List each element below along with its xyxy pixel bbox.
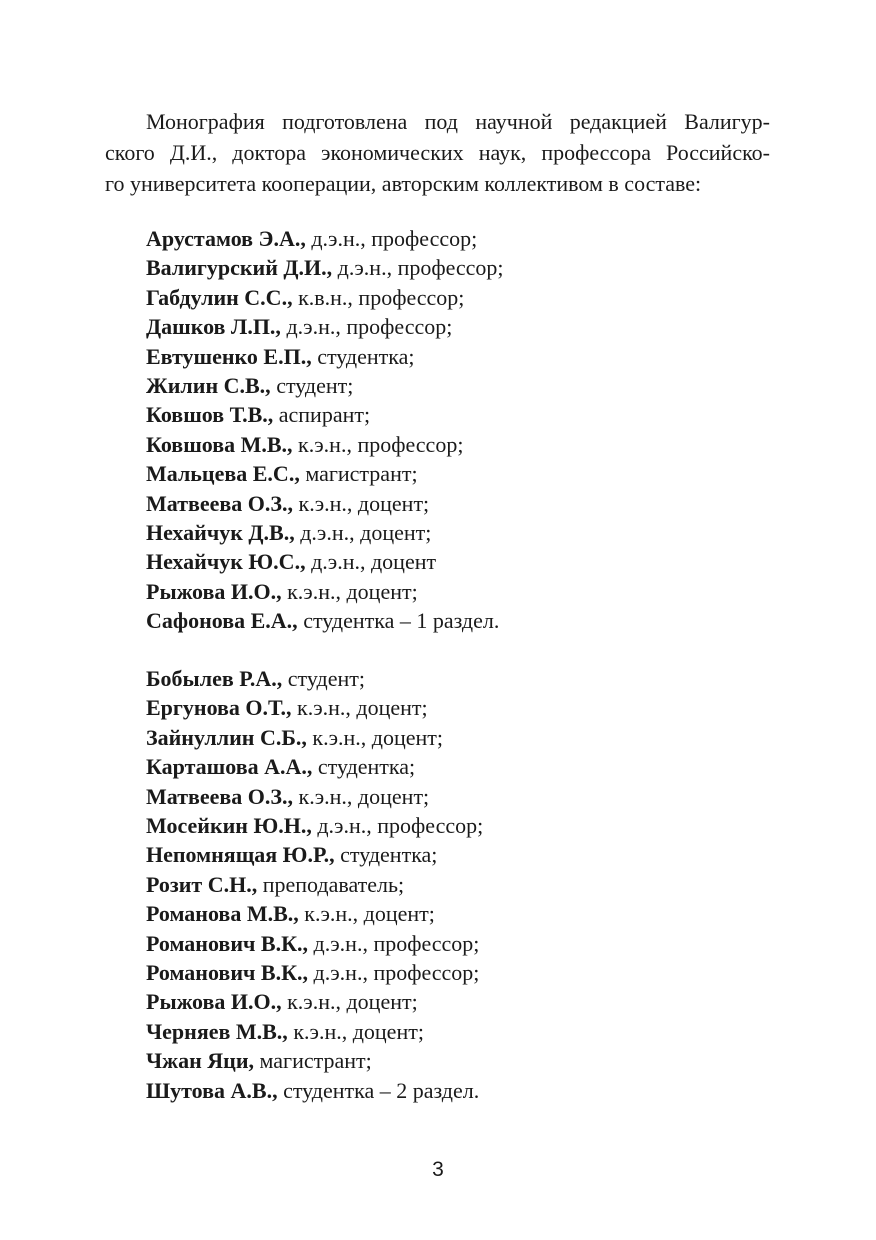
author-details: студентка;: [340, 842, 438, 868]
author-name: Жилин С.В.,: [146, 373, 271, 399]
author-entry: [146, 459, 786, 488]
author-details: к.э.н., доцент;: [297, 695, 428, 721]
author-entry: [146, 1076, 786, 1105]
author-name: Рыжова И.О.,: [146, 578, 282, 604]
author-name: Дашков Л.П.,: [146, 314, 281, 340]
author-details: студент;: [287, 666, 365, 691]
author-details: д.э.н., профессор;: [286, 314, 453, 340]
author-details: к.э.н., доцент;: [304, 901, 435, 927]
author-name: Романович В.К.,: [146, 930, 309, 956]
author-details: д.э.н., профессор;: [317, 813, 484, 839]
author-entry: [146, 929, 786, 958]
author-entry: [146, 870, 786, 899]
author-details: магистрант;: [305, 461, 418, 487]
page-number: 3: [432, 1158, 444, 1181]
authors-list-section-2: [146, 664, 786, 1105]
author-entry: [146, 489, 786, 518]
author-entry: [146, 342, 786, 371]
author-entry: [146, 1046, 786, 1075]
author-name: Ергунова О.Т.,: [146, 695, 292, 721]
author-details: к.э.н., доцент;: [298, 490, 430, 516]
author-details: преподаватель;: [262, 871, 405, 897]
author-entry: [146, 606, 786, 635]
author-entry: [146, 1017, 786, 1046]
author-name: Рыжова И.О.,: [146, 989, 282, 1015]
author-entry: [146, 400, 786, 429]
author-details: студентка – 1 раздел.: [303, 608, 500, 634]
intro-paragraph: [105, 106, 770, 199]
author-name: Зайнуллин С.Б.,: [146, 724, 307, 750]
author-entry: [146, 693, 786, 722]
author-name: Матвеева О.З.,: [146, 783, 294, 809]
author-name: Матвеева О.З.,: [146, 490, 294, 516]
author-entry: [146, 752, 786, 781]
author-entry: [146, 958, 786, 987]
author-details: к.э.н., доцент;: [287, 989, 418, 1015]
author-details: д.э.н., профессор;: [313, 960, 480, 986]
author-name: Чжан Яци,: [146, 1048, 255, 1074]
author-entry: [146, 987, 786, 1016]
author-name: Сафонова Е.А.,: [146, 608, 298, 634]
author-entry: [146, 253, 786, 282]
author-name: Розит С.Н.,: [146, 871, 258, 897]
author-name: Романова М.В.,: [146, 901, 299, 927]
author-entry: [146, 430, 786, 459]
author-details: к.э.н., доцент;: [312, 724, 444, 750]
author-name: Ковшова М.В.,: [146, 431, 293, 457]
author-name: Непомнящая Ю.Р.,: [146, 842, 335, 868]
intro-line: Монография подготовлена под научной редакцией Валигур-: [146, 109, 770, 134]
author-name: Бобылев Р.А.,: [146, 666, 283, 691]
author-name: Черняев М.В.,: [146, 1018, 288, 1044]
author-name: Арустамов Э.А.,: [146, 226, 306, 251]
author-details: к.э.н., профессор;: [298, 431, 464, 457]
author-entry: [146, 811, 786, 840]
author-details: студентка – 2 раздел.: [283, 1077, 480, 1103]
author-name: Мосейкин Ю.Н.,: [146, 813, 312, 839]
author-entry: [146, 283, 786, 312]
author-name: Карташова А.А.,: [146, 754, 313, 780]
author-details: д.э.н., доцент;: [300, 520, 432, 546]
author-name: Нехайчук Д.В.,: [146, 520, 295, 546]
author-entry: [146, 782, 786, 811]
author-entry: [146, 664, 786, 693]
author-name: Валигурский Д.И.,: [146, 255, 333, 281]
author-details: д.э.н., доцент: [311, 549, 437, 575]
intro-line: ского Д.И., доктора экономических наук, профессора Российско-: [105, 140, 770, 165]
author-details: к.э.н., доцент;: [298, 783, 430, 809]
author-details: студент;: [276, 373, 354, 399]
author-name: Романович В.К.,: [146, 960, 309, 986]
author-details: магистрант;: [259, 1048, 372, 1074]
author-details: студентка;: [317, 754, 416, 780]
author-details: к.э.н., доцент;: [287, 578, 418, 604]
author-details: студентка;: [317, 343, 415, 369]
authors-list-section-1: [146, 224, 786, 636]
author-name: Евтушенко Е.П.,: [146, 343, 312, 369]
author-entry: [146, 224, 786, 253]
author-details: д.э.н., профессор;: [313, 930, 480, 956]
author-name: Мальцева Е.С.,: [146, 461, 300, 487]
author-details: к.э.н., доцент;: [293, 1018, 424, 1044]
author-entry: [146, 371, 786, 400]
author-details: д.э.н., профессор;: [311, 226, 478, 251]
author-name: Шутова А.В.,: [146, 1077, 278, 1103]
author-name: Габдулин С.С.,: [146, 284, 293, 310]
author-name: Нехайчук Ю.С.,: [146, 549, 306, 575]
author-entry: [146, 547, 786, 576]
author-details: к.в.н., профессор;: [298, 284, 465, 310]
author-entry: [146, 723, 786, 752]
author-name: Ковшов Т.В.,: [146, 402, 274, 428]
author-details: д.э.н., профессор;: [337, 255, 504, 281]
author-entry: [146, 312, 786, 341]
author-details: аспирант;: [278, 402, 371, 428]
author-entry: [146, 899, 786, 928]
author-entry: [146, 840, 786, 869]
author-entry: [146, 518, 786, 547]
intro-line: го университета кооперации, авторским коллективом в составе:: [105, 171, 702, 196]
author-entry: [146, 577, 786, 606]
